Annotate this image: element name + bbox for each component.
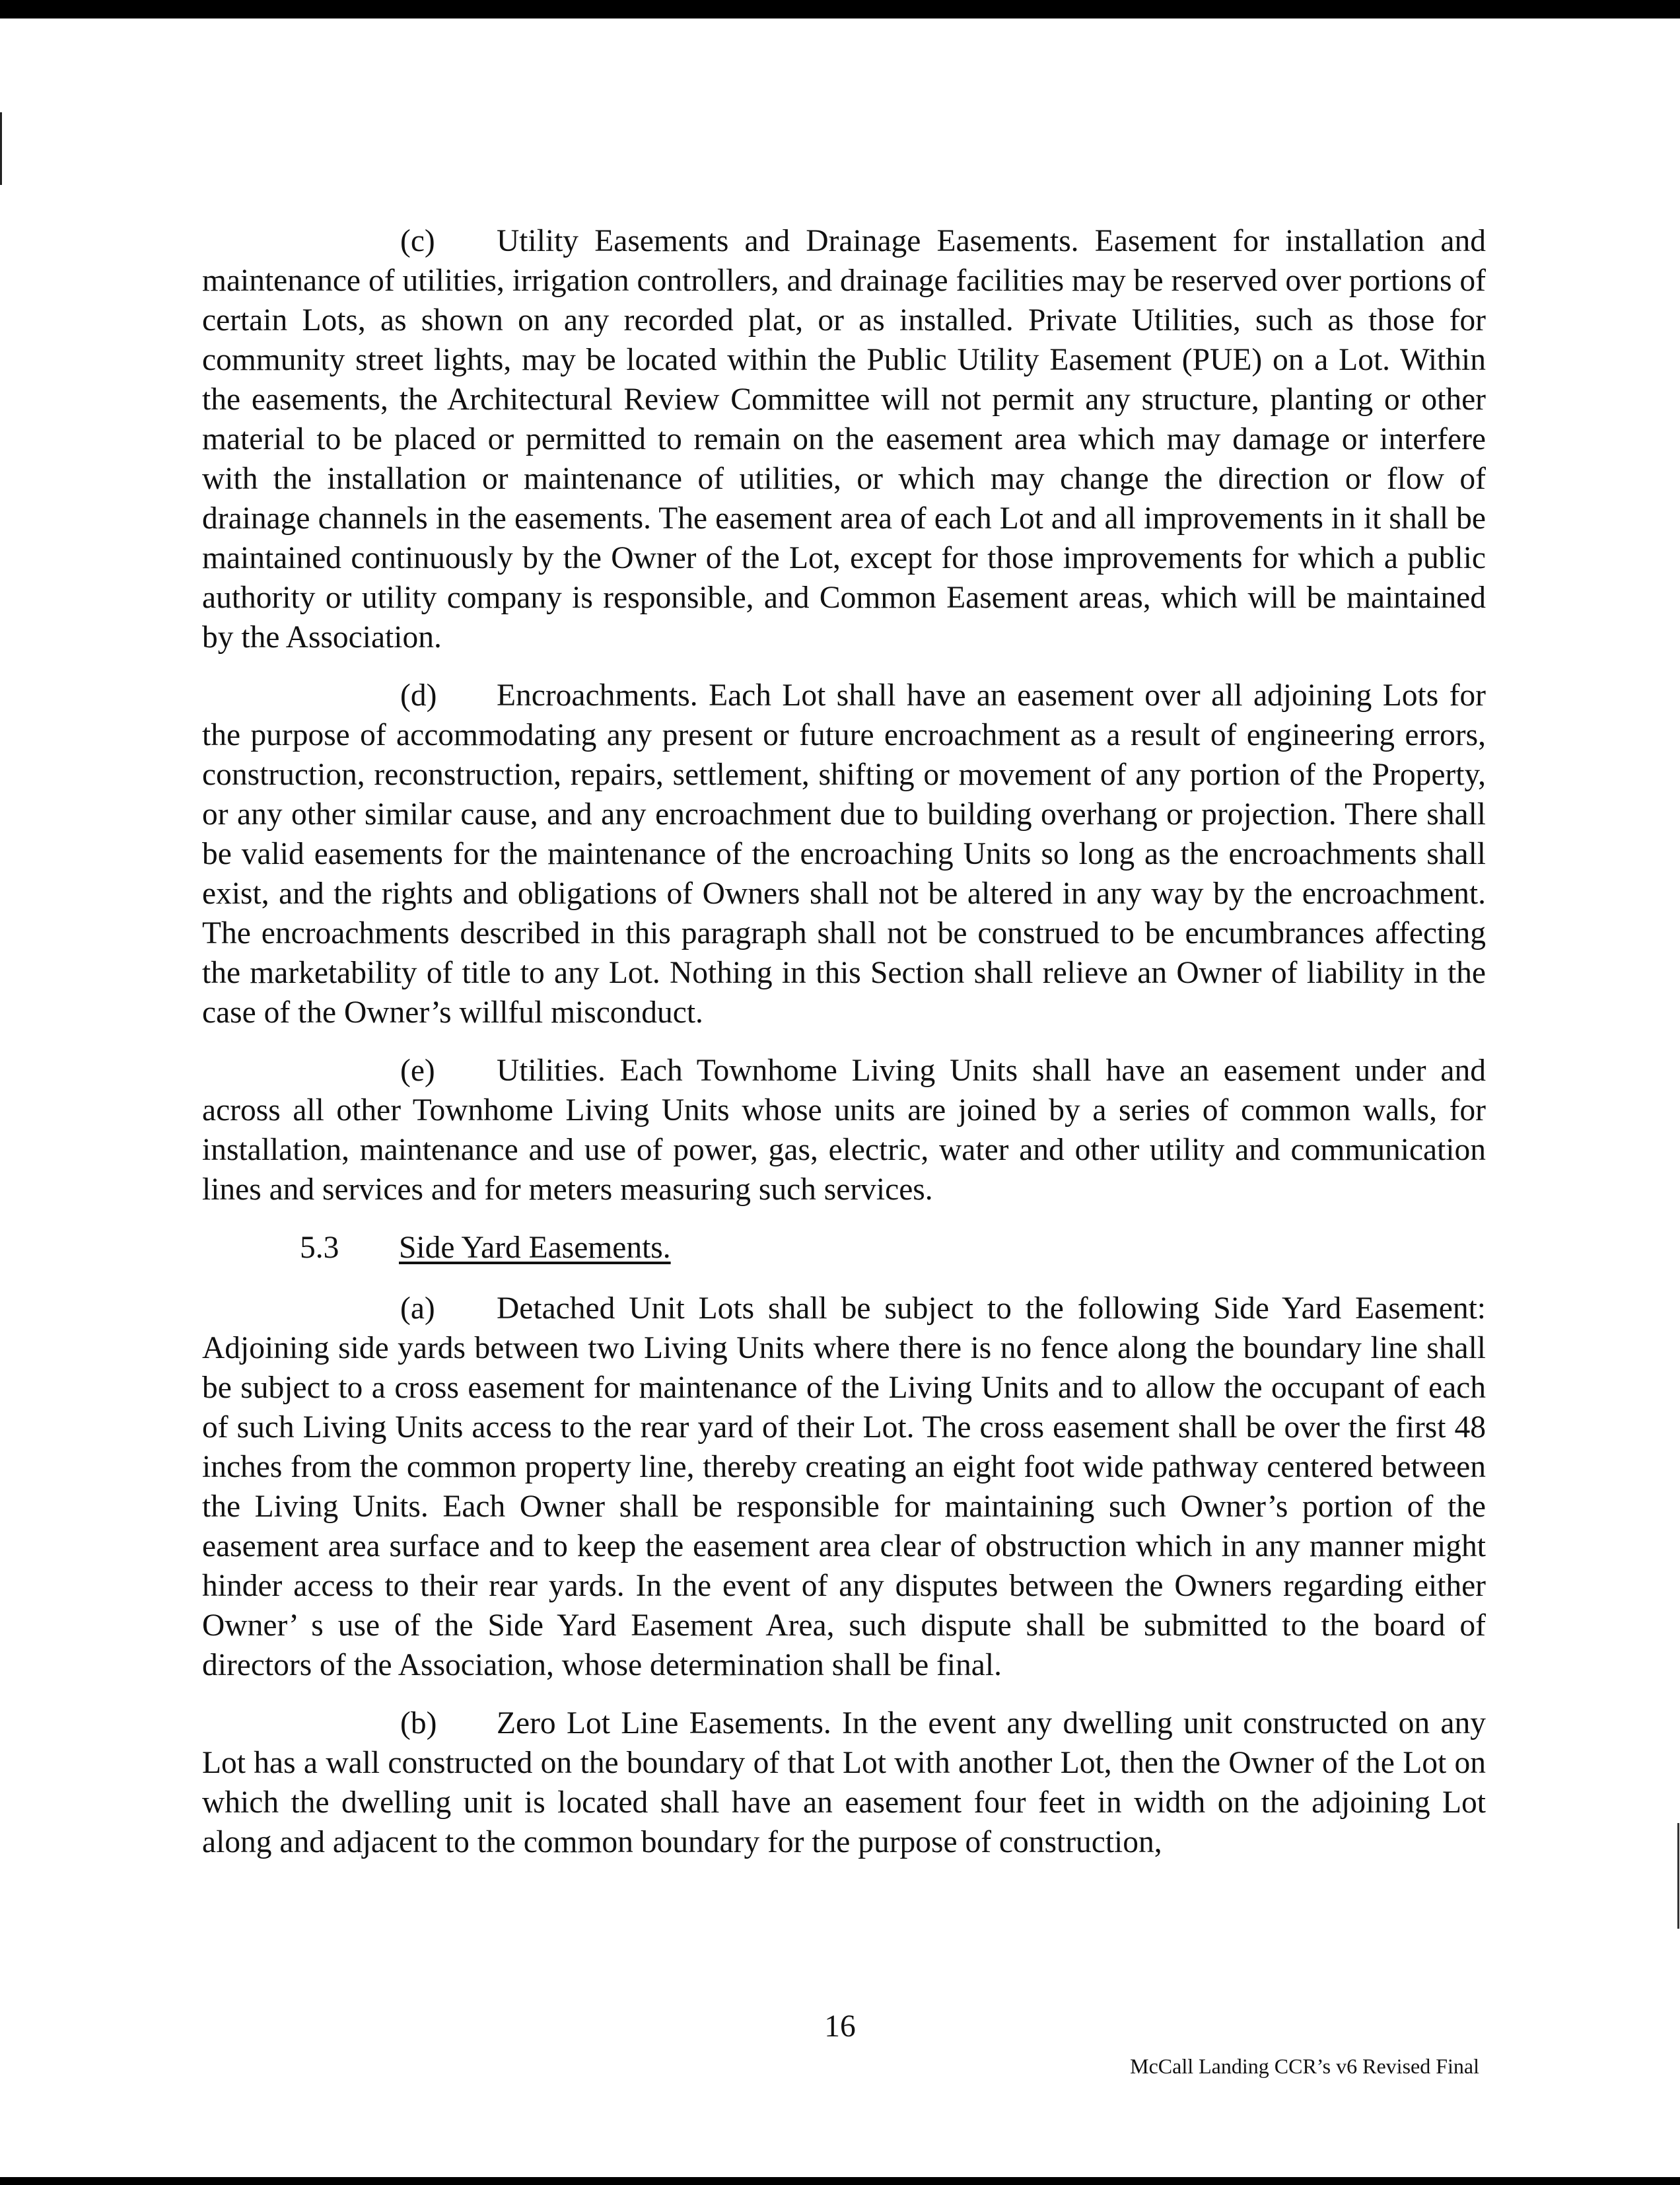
paragraph-text: Zero Lot Line Easements. In the event any dwelling unit constructed on any Lot has a wall constructed on the boundary of that Lot with another Lot, then the Owner of the Lot on which the dwelling unit is located shall have an easement four feet in width on the adjoining Lot along and adjacent to the common boundary for the purpose of construction, — [202, 1706, 1486, 1859]
page-number: 16 — [824, 2009, 856, 2044]
paragraph-a — [202, 1289, 1486, 1685]
paragraph-label: (a) — [400, 1291, 435, 1326]
scan-edge-mark — [1677, 1823, 1679, 1929]
paragraph-text: Encroachments. Each Lot shall have an easement over all adjoining Lots for the purpose of accommodating any present or future encroachment as a result of engineering errors, construction, reconstruction, repairs, settlement, shifting or movement of any portion of the Property, or any other similar cause, and any encroachment due to building overhang or projection. There shall be valid easements for the maintenance of the encroaching Units so long as the encroachments shall exist, and the rights and obligations of Owners shall not be altered in any way by the encroachment. The encroachments described in this paragraph shall not be construed to be encumbrances affecting the marketability of title to any Lot. Nothing in this Section shall relieve an Owner of liability in the case of the Owner’s willful misconduct. — [202, 678, 1486, 1030]
paragraph-b — [202, 1703, 1486, 1862]
paragraph-c — [202, 221, 1486, 657]
paragraph-label: (e) — [400, 1054, 435, 1088]
scan-border-top — [0, 0, 1680, 18]
section-title: Side Yard Easements. — [399, 1231, 671, 1265]
section-heading — [202, 1228, 1486, 1268]
paragraph-label: (d) — [400, 678, 437, 713]
scan-edge-mark — [0, 112, 2, 185]
document-body — [202, 221, 1486, 1881]
paragraph-text: Utilities. Each Townhome Living Units shall have an easement under and across all other Townhome Living Units whose units are joined by a series of common walls, for installation, maintenance and use of power, gas, electric, water and other utility and communication lines and services and for meters measuring such services. — [202, 1054, 1486, 1207]
paragraph-label: (b) — [400, 1706, 437, 1740]
paragraph-text: Utility Easements and Drainage Easements. Easement for installation and maintenance of utilities, irrigation controllers, and drainage facilities may be reserved over portions of certain Lots, as shown on any recorded plat, or as installed. Private Utilities, such as those for community street lights, may be located within the Public Utility Easement (PUE) on a Lot. Within the easements, the Architectural Review Committee will not permit any structure, planting or other material to be placed or permitted to remain on the easement area which may damage or interfere with the installation or maintenance of utilities, or which may change the direction or flow of drainage channels in the easements. The easement area of each Lot and all improvements in it shall be maintained continuously by the Owner of the Lot, except for those improvements for which a public authority or utility company is responsible, and Common Easement areas, which will be maintained by the Association. — [202, 224, 1486, 655]
paragraph-label: (c) — [400, 224, 435, 258]
paragraph-text: Detached Unit Lots shall be subject to the following Side Yard Easement: Adjoining side yards between two Living Units where there is no fence along the boundary line shall be subject to a cross easement for maintenance of the Living Units and to allow the occupant of each of such Living Units access to the rear yard of their Lot. The cross easement shall be over the first 48 inches from the common property line, thereby creating an eight foot wide pathway centered between the Living Units. Each Owner shall be responsible for maintaining such Owner’s portion of the easement area surface and to keep the easement area clear of obstruction which in any manner might hinder access to their rear yards. In the event of any disputes between the Owners regarding either Owner’ s use of the Side Yard Easement Area, such dispute shall be submitted to the board of directors of the Association, whose determination shall be final. — [202, 1291, 1486, 1682]
section-number: 5.3 — [300, 1231, 339, 1265]
scan-border-bottom — [0, 2177, 1680, 2185]
paragraph-e — [202, 1051, 1486, 1209]
document-footer: McCall Landing CCR’s v6 Revised Final — [1130, 2054, 1479, 2078]
paragraph-d — [202, 676, 1486, 1032]
